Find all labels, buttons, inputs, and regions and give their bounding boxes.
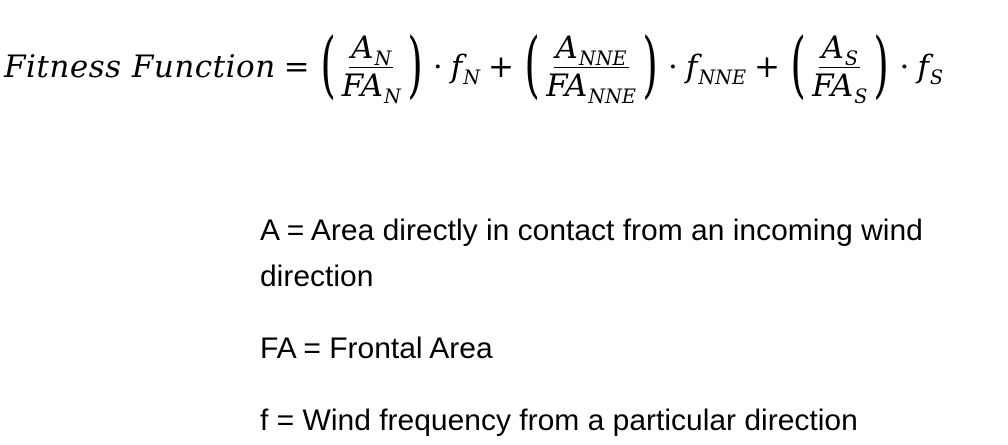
f-subscript: NNE xyxy=(698,66,746,90)
den-subscript: S xyxy=(854,84,868,108)
fraction-numerator xyxy=(554,29,629,71)
fraction-term-1 xyxy=(340,29,403,108)
definition-wind-frequency: f = Wind frequency from a particular direction xyxy=(260,404,858,437)
frequency-term-3 xyxy=(917,49,944,90)
den-subscript: N xyxy=(383,84,401,108)
multiply-dot-2: · xyxy=(668,49,678,85)
definition-area: A = Area directly in contact from an incoming wind direction xyxy=(260,214,923,293)
f-base: f xyxy=(685,49,698,85)
num-subscript: NNE xyxy=(578,47,627,71)
equation-lhs: Fitness Function xyxy=(4,49,276,85)
definition-frontal-area: FA = Frontal Area xyxy=(260,332,493,365)
fraction-denominator xyxy=(544,67,638,108)
num-subscript: N xyxy=(374,47,392,71)
paren-open-3: ( xyxy=(790,22,806,106)
fraction-denominator xyxy=(810,67,869,108)
plus-sign-2: + xyxy=(753,49,780,85)
fraction-term-3 xyxy=(810,29,869,108)
f-subscript: N xyxy=(463,66,481,90)
num-base: A xyxy=(821,29,844,66)
paren-close-3: ) xyxy=(873,22,890,106)
paren-close-1: ) xyxy=(407,22,423,106)
fraction-numerator xyxy=(349,29,393,71)
frequency-term-1 xyxy=(450,49,481,90)
paren-open-2: ( xyxy=(524,22,540,106)
f-base: f xyxy=(450,49,463,85)
f-subscript: S xyxy=(929,66,944,90)
num-base: A xyxy=(351,29,374,66)
den-subscript: NNE xyxy=(588,84,636,108)
plus-sign-1: + xyxy=(488,49,514,85)
den-base: FA xyxy=(341,67,383,104)
den-base: FA xyxy=(546,67,588,104)
fraction-term-2 xyxy=(544,29,638,108)
paren-open-1: ( xyxy=(319,22,336,106)
equals-sign: = xyxy=(283,49,310,85)
f-base: f xyxy=(917,49,929,85)
fraction-denominator xyxy=(340,67,403,108)
variable-definitions xyxy=(260,208,1005,444)
num-subscript: S xyxy=(844,47,859,71)
paren-close-2: ) xyxy=(642,22,658,106)
frequency-term-2 xyxy=(685,49,746,90)
fitness-function-equation xyxy=(4,22,943,112)
fraction-numerator xyxy=(819,29,860,71)
multiply-dot-1: · xyxy=(432,49,443,85)
multiply-dot-3: · xyxy=(899,49,910,85)
num-base: A xyxy=(555,29,578,66)
den-base: FA xyxy=(812,67,854,104)
